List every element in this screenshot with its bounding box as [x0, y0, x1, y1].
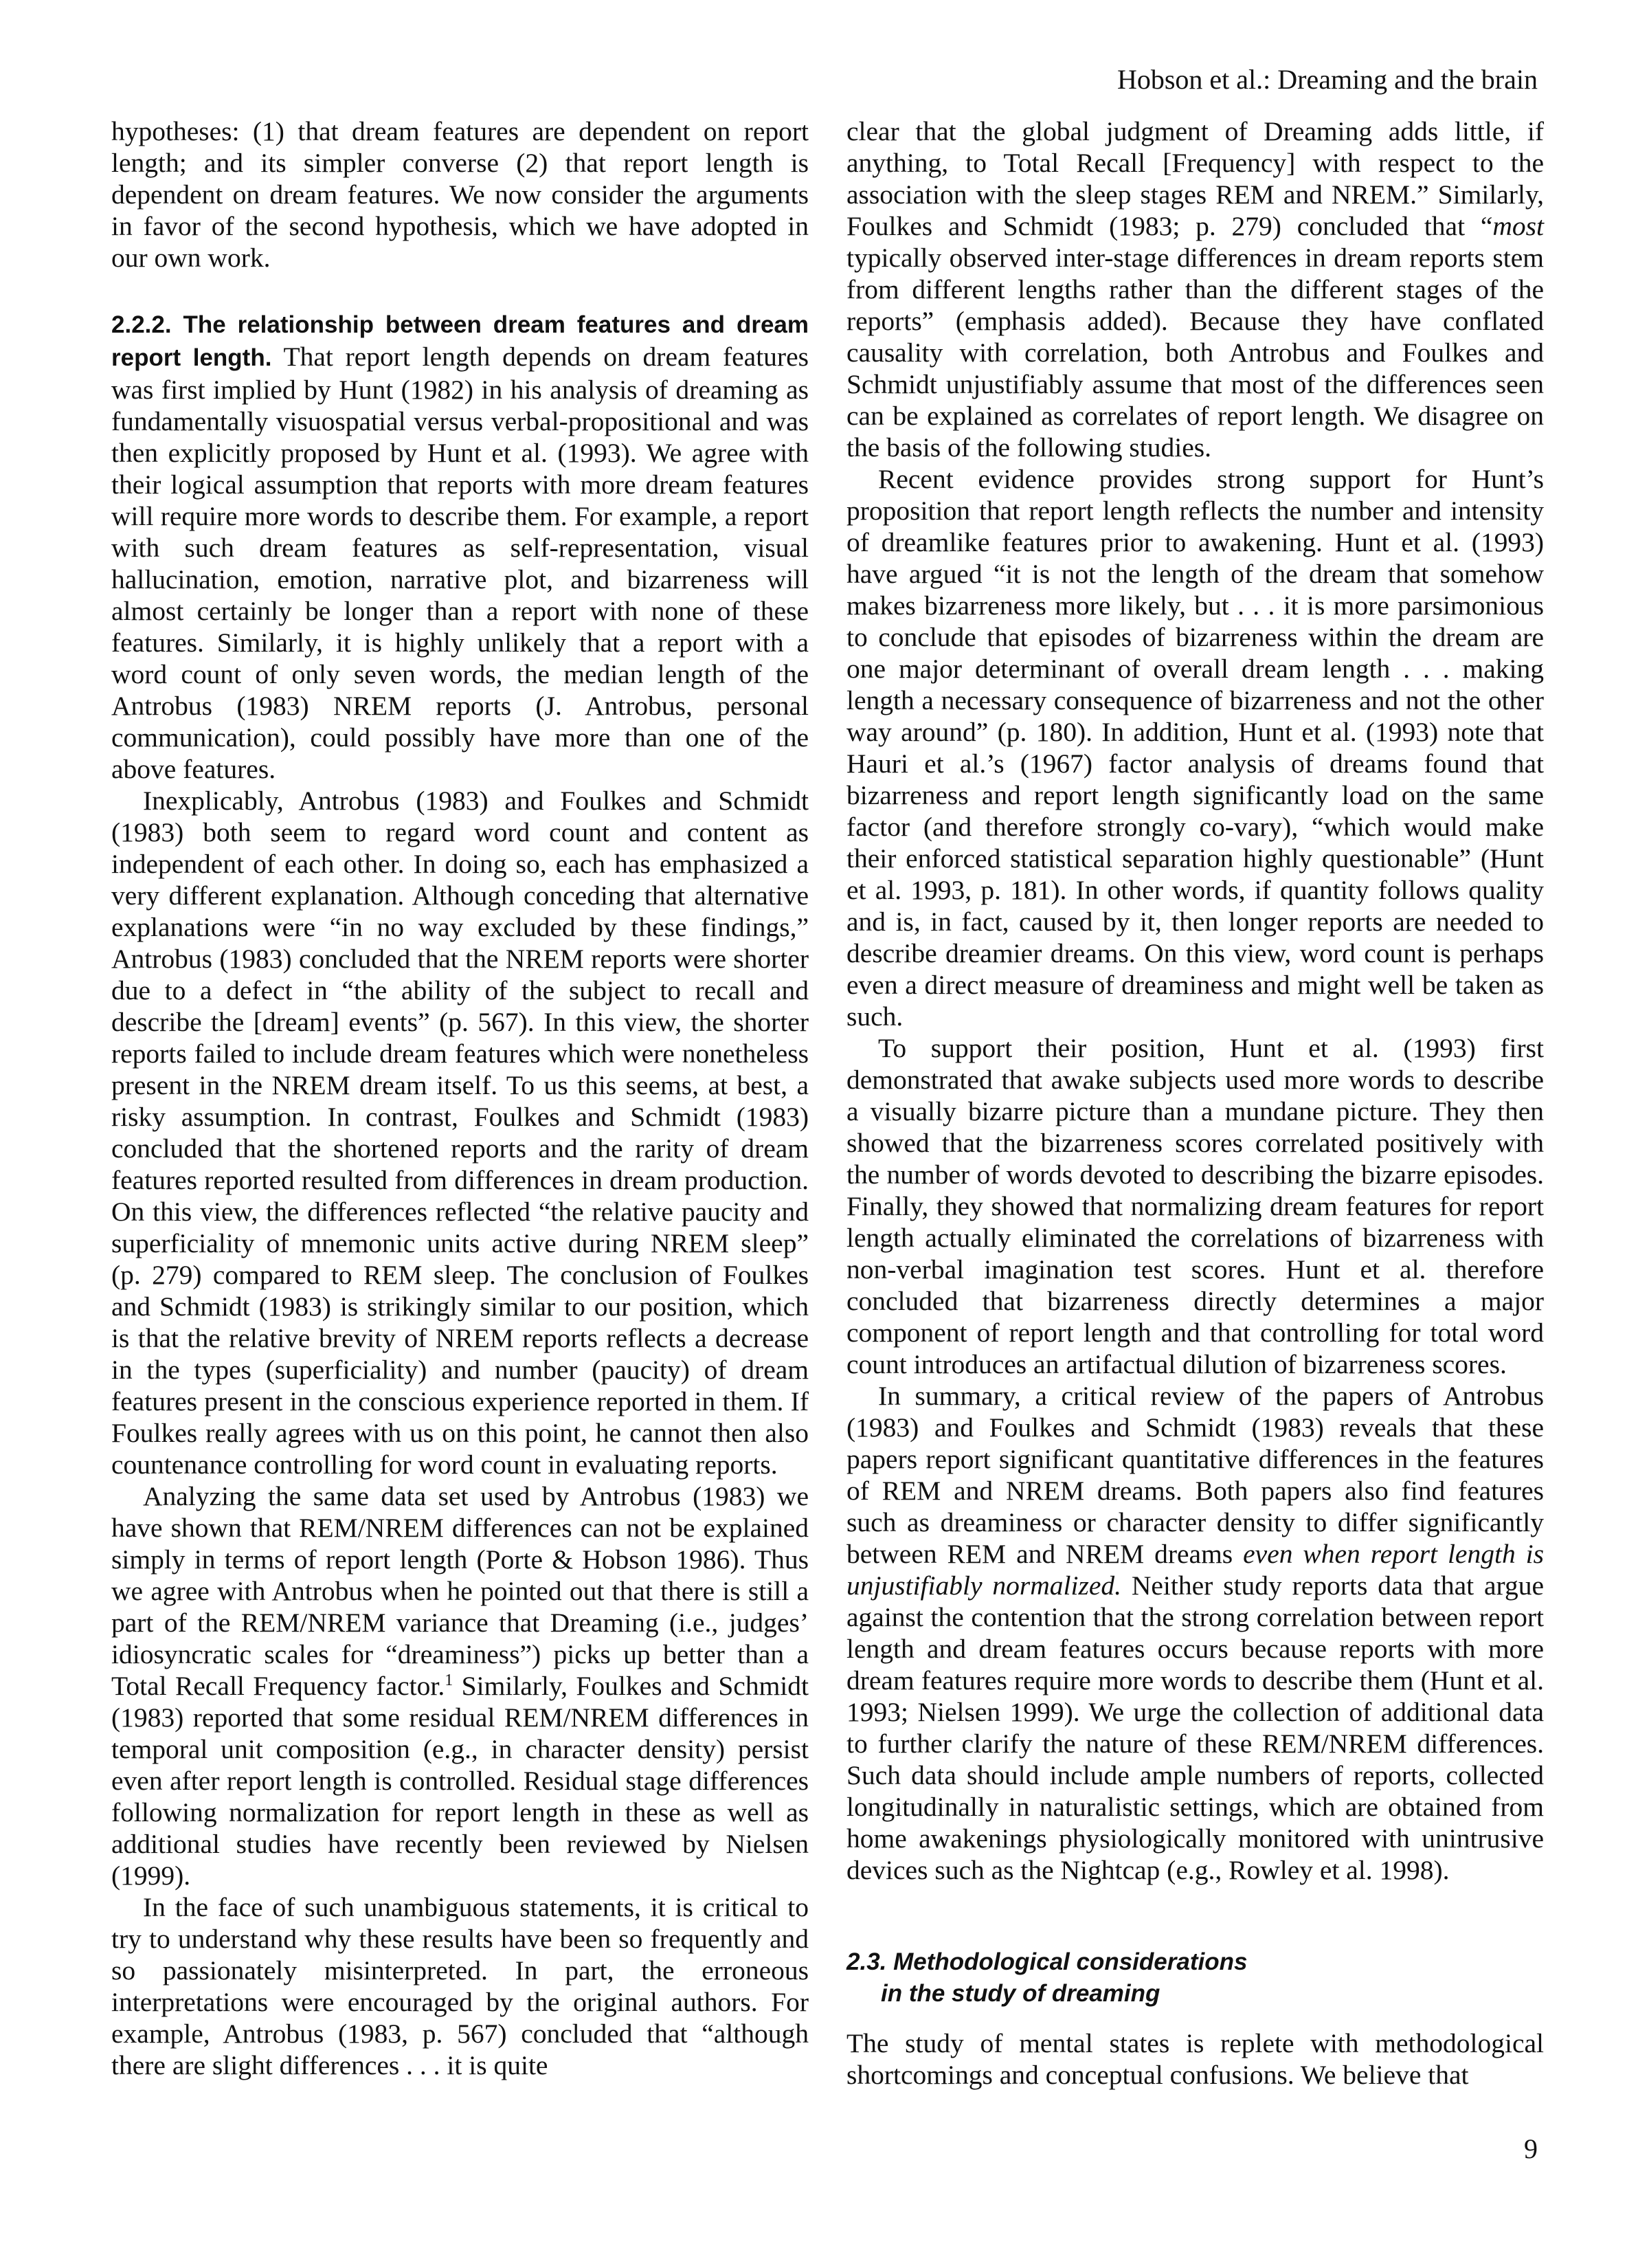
paragraph-text: Analyzing the same data set used by Antrobus (1983) we have shown that REM/NREM differences can not be explained simply in terms of report length (Porte & Hobson 1986). Thus we agree with Antrobus when he pointed out that there is still a part of the REM/NREM variance that Dreaming (i.e., judges’ idiosyncratic scales for “dreaminess”) picks up better than a Total Recall Frequency factor.	[111, 1481, 809, 1701]
paragraph	[846, 1380, 1544, 1886]
footnote-marker: 1	[445, 1671, 453, 1689]
paragraph-text: In summary, a critical review of the papers of Antrobus (1983) and Foulkes and Schmidt (1983) reveals that these papers report significant quantitative differences in the features of REM and NREM dreams. Both papers also find features such as dreaminess or character density to differ significantly between REM and NREM dreams	[846, 1381, 1544, 1569]
paragraph	[111, 1480, 809, 1891]
paragraph-text: Neither study reports data that argue against the contention that the strong correlation between report length and dream features occurs because reports with more dream features require more words to describe them (Hunt et al. 1993; Nielsen 1999). We urge the collection of additional data to further clarify the nature of these REM/NREM differences. Such data should include ample numbers of reports, collected longitudinally in naturalistic settings, which are obtained from home awakenings physiologically monitored with unintrusive devices such as the Nightcap (e.g., Rowley et al. 1998).	[846, 1570, 1544, 1885]
section-heading-line: in the study of dreaming	[881, 1980, 1160, 2007]
section-2-2-2-paragraph	[111, 308, 809, 785]
paragraph: In the face of such unambiguous statements, it is critical to try to understand why these results have been so frequently and so passionately misinterpreted. In part, the erroneous interpretations were encouraged by the original authors. For example, Antrobus (1983, p. 567) concluded that “although there are slight differences . . . it is quite	[111, 1892, 809, 2080]
emphasis: even when report length is unjustifiably normalized.	[846, 1539, 1544, 1601]
paragraph-text: Similarly, Foulkes and Schmidt (1983) reported that some residual REM/NREM differences in temporal unit composition (e.g., in character density) persist even after report length is controlled. Residual stage differences following normalization for report length in these as well as additional studies have recently been reviewed by Nielsen (1999).	[111, 1671, 809, 1891]
paragraph: To support their position, Hunt et al. (1993) first demonstrated that awake subjects used more words to describe a visually bizarre picture than a mundane picture. They then showed that the bizarreness scores correlated positively with the number of words devoted to describing the bizarre episodes. Finally, they showed that normalizing dream features for report length actually eliminated the correlations of bizarreness with non-verbal imagination test scores. Hunt et al. therefore concluded that bizarreness directly determines a major component of report length and that controlling for total word count introduces an artifactual dilution of bizarreness scores.	[846, 1033, 1544, 1379]
left-column	[111, 115, 809, 2081]
paragraph	[846, 115, 1544, 463]
paragraph-text: That report length depends on dream features was first implied by Hunt (1982) in his analysis of dreaming as fundamentally visuospatial versus verbal-propositional and was then explicitly proposed by Hunt et al. (1993). We agree with their logical assumption that reports with more dream features will require more words to describe them. For example, a report with such dream features as self-representation, visual hallucination, emotion, narrative plot, and bizarreness will almost certainly be longer than a report with none of these features. Similarly, it is highly unlikely that a report with a word count of only seven words, the median length of the Antrobus (1983) NREM reports (J. Antrobus, personal communication), could possibly have more than one of the above features.	[111, 342, 809, 784]
section-heading-2-2-2: 2.2.2. The relationship between dream features and dream report length.	[111, 311, 809, 371]
section-heading-2-3	[846, 1946, 1544, 2010]
emphasis: most	[1492, 211, 1544, 241]
paragraph: Inexplicably, Antrobus (1983) and Foulkes and Schmidt (1983) both seem to regard word count and content as independent of each other. In doing so, each has emphasized a very different explanation. Although conceding that alternative explanations were “in no way excluded by these findings,” Antrobus (1983) concluded that the NREM reports were shorter due to a defect in “the ability of the subject to recall and describe the [dream] events” (p. 567). In this view, the shorter reports failed to include dream features which were nonetheless present in the NREM dream itself. To us this seems, at best, a risky assumption. In contrast, Foulkes and Schmidt (1983) concluded that the shortened reports and the rarity of dream features reported resulted from differences in dream production. On this view, the differences reflected “the relative paucity and superficiality of mnemonic units active during NREM sleep” (p. 279) compared to REM sleep. The conclusion of Foulkes and Schmidt (1983) is strikingly similar to our position, which is that the relative brevity of NREM reports reflects a decrease in the types (superficiality) and number (paucity) of dream features present in the conscious experience reported in them. If Foulkes really agrees with us on this point, he cannot then also countenance controlling for word count in evaluating reports.	[111, 786, 809, 1480]
paragraph: The study of mental states is replete with methodological shortcomings and conceptual confusions. We believe that	[846, 2028, 1544, 2090]
running-head: Hobson et al.: Dreaming and the brain	[1117, 64, 1538, 95]
section-heading-line: 2.3. Methodological considerations	[846, 1948, 1248, 1975]
page-number: 9	[1524, 2133, 1538, 2164]
paragraph: Recent evidence provides strong support for Hunt’s proposition that report length reflects the number and intensity of dreamlike features prior to awakening. Hunt et al. (1993) have argued “it is not the length of the dream that somehow makes bizarreness more likely, but . . . it is more parsimonious to conclude that episodes of bizarreness within the dream are one major determinant of overall dream length . . . making length a necessary consequence of bizarreness and not the other way around” (p. 180). In addition, Hunt et al. (1993) note that Hauri et al.’s (1967) factor analysis of dreams found that bizarreness and report length significantly load on the same factor (and therefore strongly co-vary), “which would make their enforced statistical separation highly questionable” (Hunt et al. 1993, p. 181). In other words, if quantity follows quality and is, in fact, caused by it, then longer reports are needed to describe dreamier dreams. On this view, word count is perhaps even a direct measure of dreaminess and might well be taken as such.	[846, 464, 1544, 1032]
paragraph-text: clear that the global judgment of Dreaming adds little, if anything, to Total Recall [Frequency] with respect to the association with the sleep stages REM and NREM.” Similarly, Foulkes and Schmidt (1983; p. 279) concluded that “	[846, 116, 1544, 241]
paragraph: hypotheses: (1) that dream features are dependent on report length; and its simpler converse (2) that report length is dependent on dream features. We now consider the arguments in favor of the second hypothesis, which we have adopted in our own work.	[111, 116, 809, 273]
right-column	[846, 115, 1544, 2091]
paragraph-text: typically observed inter-stage differences in dream reports stem from different lengths rather than the different stages of the reports” (emphasis added). Because they have conflated causality with correlation, both Antrobus and Foulkes and Schmidt unjustifiably assume that most of the differences seen can be explained as correlates of report length. We disagree on the basis of the following studies.	[846, 243, 1544, 463]
